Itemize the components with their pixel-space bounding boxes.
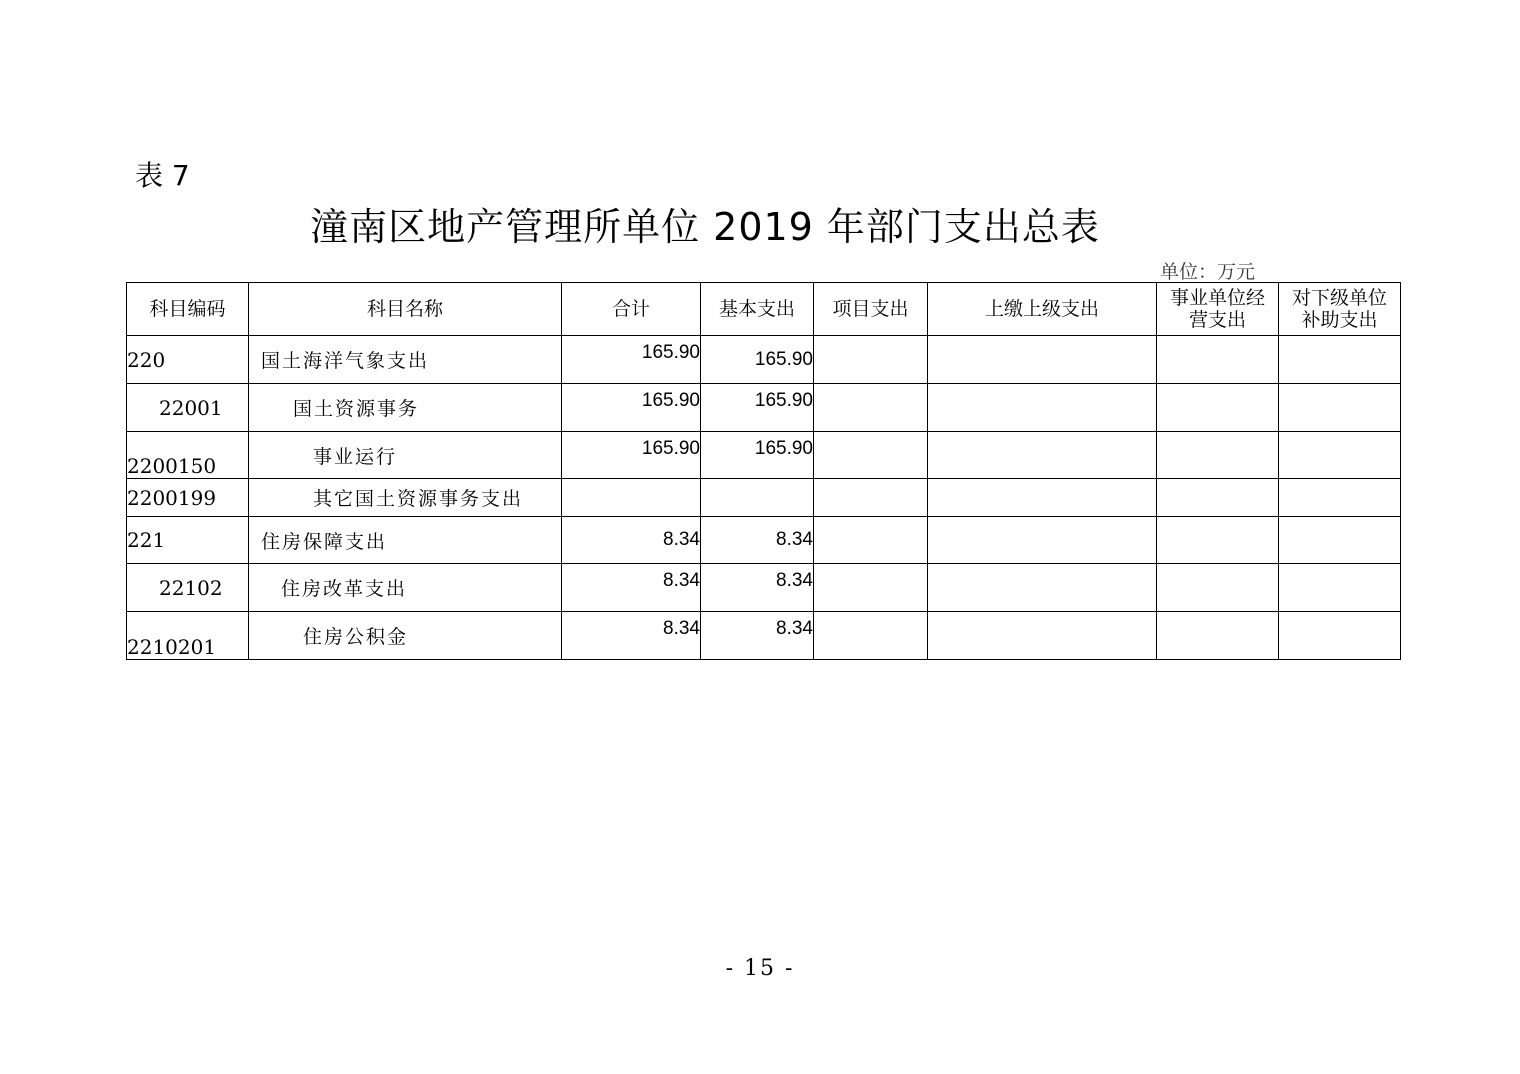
cell-subsidy (1279, 432, 1401, 479)
cell-code: 22001 (127, 384, 249, 432)
cell-business (1157, 564, 1279, 612)
header-business-line2: 营支出 (1188, 309, 1246, 331)
cell-upper (928, 336, 1157, 384)
cell-basic: 165.90 (701, 384, 814, 432)
cell-name: 住房公积金 (249, 612, 562, 660)
page-title: 潼南区地产管理所单位 2019 年部门支出总表 (310, 205, 1100, 249)
cell-upper (928, 432, 1157, 479)
cell-business (1157, 612, 1279, 660)
expenditure-table (126, 282, 1401, 660)
cell-business (1157, 479, 1279, 517)
cell-project (814, 479, 928, 517)
cell-upper (928, 612, 1157, 660)
cell-name: 住房保障支出 (249, 517, 562, 564)
header-code: 科目编码 (127, 283, 249, 336)
cell-business (1157, 432, 1279, 479)
cell-name: 住房改革支出 (249, 564, 562, 612)
cell-total: 8.34 (562, 564, 701, 612)
cell-subsidy (1279, 384, 1401, 432)
cell-business (1157, 517, 1279, 564)
header-business (1157, 283, 1279, 336)
cell-name: 事业运行 (249, 432, 562, 479)
table-row (127, 517, 1401, 564)
unit-label: 单位：万元 (1160, 261, 1256, 283)
cell-total: 165.90 (562, 336, 701, 384)
cell-upper (928, 564, 1157, 612)
cell-basic (701, 479, 814, 517)
table-row (127, 612, 1401, 660)
table-label: 表 7 (135, 159, 190, 192)
cell-code: 220 (127, 336, 249, 384)
cell-subsidy (1279, 517, 1401, 564)
table-row (127, 384, 1401, 432)
cell-total (562, 479, 701, 517)
cell-total: 8.34 (562, 517, 701, 564)
cell-project (814, 612, 928, 660)
header-row (127, 283, 1401, 336)
header-business-line1: 事业单位经 (1169, 287, 1265, 309)
cell-project (814, 517, 928, 564)
cell-project (814, 336, 928, 384)
header-basic: 基本支出 (701, 283, 814, 336)
cell-code: 2210201 (127, 612, 249, 660)
cell-code: 22102 (127, 564, 249, 612)
table-row (127, 564, 1401, 612)
cell-upper (928, 384, 1157, 432)
table-row (127, 479, 1401, 517)
cell-basic: 165.90 (701, 336, 814, 384)
cell-code: 2200199 (127, 479, 249, 517)
header-project: 项目支出 (814, 283, 928, 336)
cell-subsidy (1279, 336, 1401, 384)
cell-project (814, 384, 928, 432)
cell-subsidy (1279, 564, 1401, 612)
cell-upper (928, 479, 1157, 517)
cell-project (814, 432, 928, 479)
header-name: 科目名称 (249, 283, 562, 336)
cell-total: 165.90 (562, 384, 701, 432)
header-subsidy-line2: 补助支出 (1301, 309, 1378, 331)
cell-code: 2200150 (127, 432, 249, 479)
cell-name: 其它国土资源事务支出 (249, 479, 562, 517)
cell-subsidy (1279, 612, 1401, 660)
cell-business (1157, 384, 1279, 432)
cell-name: 国土海洋气象支出 (249, 336, 562, 384)
table-row (127, 336, 1401, 384)
cell-basic: 8.34 (701, 564, 814, 612)
cell-name: 国土资源事务 (249, 384, 562, 432)
cell-basic: 165.90 (701, 432, 814, 479)
cell-subsidy (1279, 479, 1401, 517)
cell-total: 8.34 (562, 612, 701, 660)
header-upper: 上缴上级支出 (928, 283, 1157, 336)
header-total: 合计 (562, 283, 701, 336)
cell-project (814, 564, 928, 612)
page-number: - 15 - (725, 956, 795, 981)
cell-business (1157, 336, 1279, 384)
cell-code: 221 (127, 517, 249, 564)
table-row (127, 432, 1401, 479)
header-subsidy (1279, 283, 1401, 336)
cell-basic: 8.34 (701, 612, 814, 660)
header-subsidy-line1: 对下级单位 (1291, 287, 1387, 309)
cell-total: 165.90 (562, 432, 701, 479)
cell-basic: 8.34 (701, 517, 814, 564)
cell-upper (928, 517, 1157, 564)
